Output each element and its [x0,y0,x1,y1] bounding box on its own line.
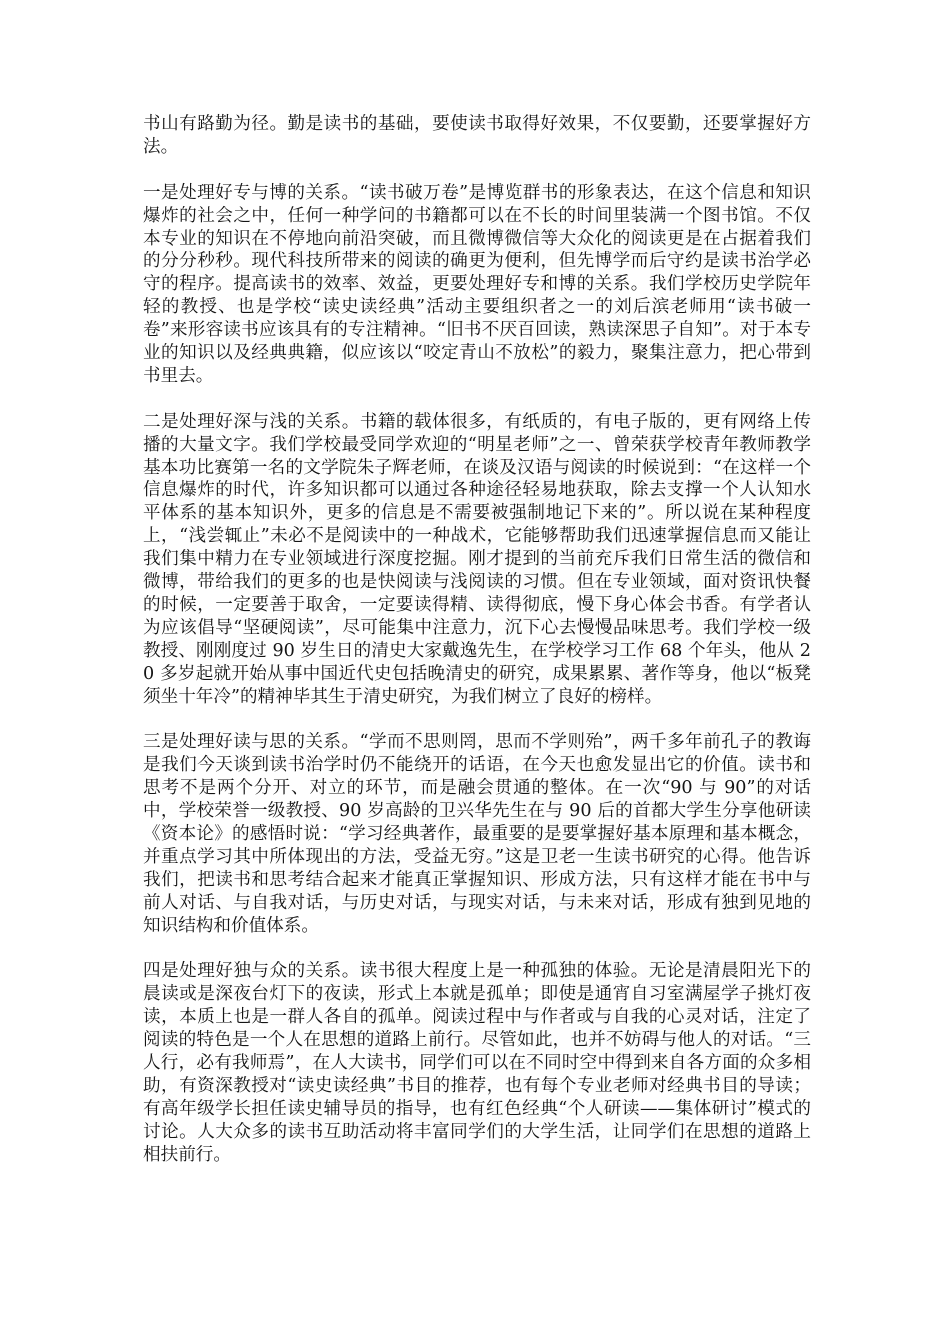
paragraph-intro: 书山有路勤为径。勤是读书的基础，要使读书取得好效果，不仅要勤，还要掌握好方法。 [143,114,811,157]
paragraph-reading-vs-thinking: 三是处理好读与思的关系。“学而不思则罔，思而不学则殆”，两千多年前孔子的教诲是我们今天谈到读书治学时仍不能绕开的话语，在今天也愈发显出它的价值。读书和思考不是两个分开、对立的环节，而是融会贯通的整体。在一次“90 与 90”的对话中，学校荣誉一级教授、90 岁高龄的卫兴华先生在与 90 后的首都大学生分享他研读《资本论》的感悟时说：“学习经典著作，最重要的是要掌握好基本原理和基本概念，并重点学习其中所体现出的方法，受益无穷。”这是卫老一生读书研究的心得。他告诉我们，把读书和思考结合起来才能真正掌握知识、形成方法，只有这样才能在书中与前人对话、与自我对话，与历史对话，与现实对话，与未来对话，形成有独到见地的知识结构和价值体系。 [143,732,811,936]
paragraph-solitude-vs-group: 四是处理好独与众的关系。读书很大程度上是一种孤独的体验。无论是清晨阳光下的晨读或是深夜台灯下的夜读，形式上本就是孤单；即使是通宵自习室满屋学子挑灯夜读，本质上也是一群人各自的孤单。阅读过程中与作者或与自我的心灵对话，注定了阅读的特色是一个人在思想的道路上前行。尽管如此，也并不妨碍与他人的对话。“三人行，必有我师焉”，在人大读书，同学们可以在不同时空中得到来自各方面的众多相助，有资深教授对“读史读经典”书目的推荐，也有每个专业老师对经典书目的导读；有高年级学长担任读史辅导员的指导，也有红色经典“个人研读——集体研讨”模式的讨论。人大众多的读书互助活动将丰富同学们的大学生活，让同学们在思想的道路上相扶前行。 [143,961,811,1165]
paragraph-depth-vs-shallow: 二是处理好深与浅的关系。书籍的载体很多，有纸质的，有电子版的，更有网络上传播的大量文字。我们学校最受同学欢迎的“明星老师”之一、曾荣获学校青年教师教学基本功比赛第一名的文学院朱子辉老师，在谈及汉语与阅读的时候说到：“在这样一个信息爆炸的时代，许多知识都可以通过各种途径轻易地获取，除去支撑一个人认知水平体系的基本知识外，更多的信息是不需要被强制地记下来的”。所以说在某种程度上，“浅尝辄止”未必不是阅读中的一种战术，它能够帮助我们迅速掌握信息而又能让我们集中精力在专业领域进行深度挖掘。刚才提到的当前充斥我们日常生活的微信和微博，带给我们的更多的也是快阅读与浅阅读的习惯。但在专业领域，面对资讯快餐的时候，一定要善于取舍，一定要读得精、读得彻底，慢下身心体会书香。有学者认为应该倡导“坚硬阅读”，尽可能集中注意力，沉下心去慢慢品味思考。我们学校一级教授、刚刚度过 90 岁生日的清史大家戴逸先生，在学校学习工作 68 个年头，他从 20 多岁起就开始从事中国近代史包括晚清史的研究，成果累累、著作等身，他以“板凳须坐十年冷”的精神毕其生于清史研究，为我们树立了良好的榜样。 [143,411,811,707]
paragraph-specialty-vs-breadth: 一是处理好专与博的关系。“读书破万卷”是博览群书的形象表达，在这个信息和知识爆炸的社会之中，任何一种学问的书籍都可以在不长的时间里装满一个图书馆。不仅本专业的知识在不停地向前沿突破，而且微博微信等大众化的阅读更是在占据着我们的分分秒秒。现代科技所带来的阅读的确更为便利，但先博学而后守约是读书治学必守的程序。提高读书的效率、效益，更要处理好专和博的关系。我们学校历史学院年轻的教授、也是学校“读史读经典”活动主要组织者之一的刘后滨老师用“读书破一卷”来形容读书应该具有的专注精神。“旧书不厌百回读，熟读深思子自知”。对于本专业的知识以及经典典籍，似应该以“咬定青山不放松”的毅力，聚集注意力，把心带到书里去。 [143,182,811,386]
document-body [143,113,811,1190]
